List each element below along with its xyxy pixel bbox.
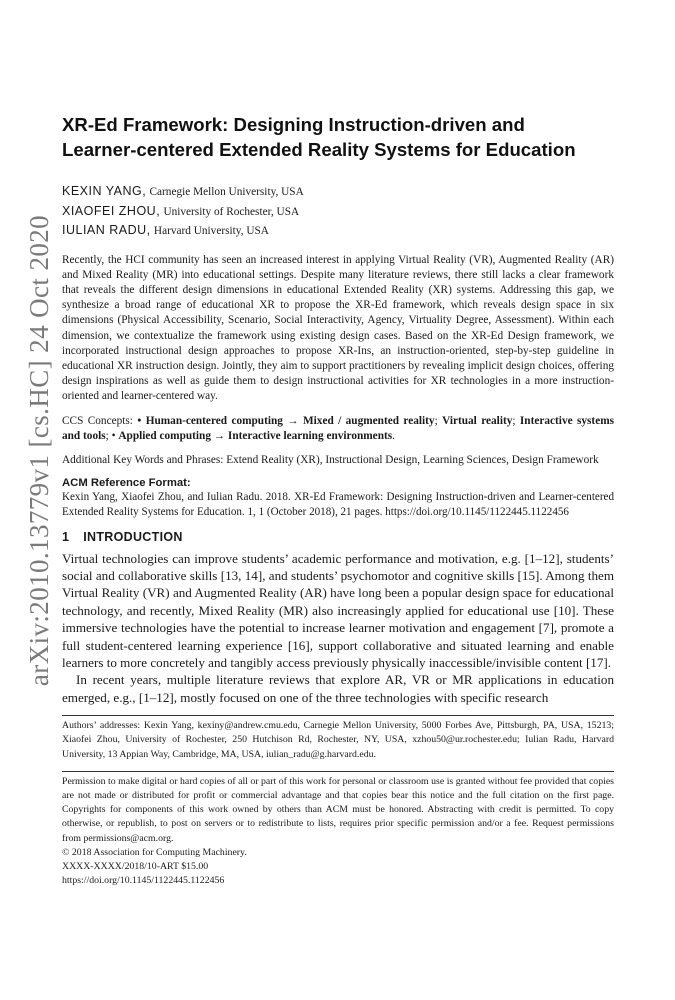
section-heading [62, 530, 614, 544]
section-number: 1 [62, 529, 70, 544]
authors-address-footnote: Authors’ addresses: Kexin Yang, kexiny@andrew.cmu.edu, Carnegie Mellon University, 5000 Forbes Ave, Pittsburgh, PA, USA, 15213; Xiaofei Zhou, University of Rochester, 250 Hutchison Rd, Rochester, NY, USA, xzhou50@ur.rochester.edu; Iulian Radu, Harvard University, 13 Appian Way, Cambridge, MA, USA, iulian_radu@g.harvard.edu. [62, 720, 614, 760]
copyright-line: © 2018 Association for Computing Machinery. [62, 846, 247, 858]
author-name: IULIAN RADU, [62, 223, 151, 237]
ccs-separator: ; [512, 414, 520, 427]
issn-line: XXXX-XXXX/2018/10-ART $15.00 [62, 861, 209, 873]
author-entry [62, 221, 614, 241]
paper-page [62, 112, 614, 888]
ccs-separator: ; • [105, 429, 119, 442]
acm-reference-heading: ACM Reference Format: [62, 477, 191, 490]
author-affiliation: University of Rochester, USA [163, 205, 300, 218]
acm-reference-body: Kexin Yang, Xiaofei Zhou, and Iulian Radu. 2018. XR-Ed Framework: Designing Instruction-driven and Learner-centered Extended Reality Systems for Education. 1, 1 (October 2018), 21 pages. https://doi.org/10.1145/1122445.1122456 [62, 491, 614, 519]
ccs-label: CCS Concepts: [62, 414, 138, 427]
ccs-concept: Interactive systems and tools [62, 414, 615, 442]
keywords: Additional Key Words and Phrases: Extend Reality (XR), Instructional Design, Learning Sciences, Design Framework [62, 453, 599, 466]
doi-link[interactable]: https://doi.org/10.1145/1122445.1122456 [62, 875, 225, 887]
ccs-end: . [392, 429, 395, 442]
ccs-concepts [62, 414, 614, 444]
author-name: KEXIN YANG, [62, 184, 147, 198]
paper-title [62, 112, 614, 162]
ccs-concept: Human-centered computing → Mixed / augmented reality [145, 414, 435, 427]
abstract: Recently, the HCI community has seen an increased interest in applying Virtual Reality (VR), Augmented Reality (AR) and Mixed Reality (MR) into educational settings. Despite many literature reviews, there still lacks a clear framework that reveals the different design dimensions in educational Extended Reality (XR) systems. Addressing this gap, we synthesize a broad range of educational XR to propose the XR-Ed framework, which reveals design space in six dimensions (Physical Accessibility, Scenario, Social Interactivity, Agency, Virtuality Degree, Assessment). Within each dimension, we contextualize the framework using existing design cases. Based on the XR-Ed Design framework, we incorporated instructional design approaches to propose XR-Ins, an instruction-oriented, step-by-step guideline in educational XR instruction design. Jointly, they aim to support practitioners by revealing implicit design choices, offering design inspirations as well as guide them to design instructional activities for XR technologies in a more instruction-oriented and learner-centered way. [62, 253, 614, 403]
ccs-concept: Virtual reality [442, 414, 513, 427]
permission-notice: Permission to make digital or hard copies of all or part of this work for personal or classroom use is granted without fee provided that copies are not made or distributed for profit or commercial advantage and that copies bear this notice and the full citation on the first page. Copyrights for components of this work owned by others than ACM must be honored. Abstracting with credit is permitted. To copy otherwise, or republish, to post on servers or to redistribute to lists, requires prior specific permission and/or a fee. Request permissions from permissions@acm.org. [62, 775, 614, 844]
ccs-separator: ; [434, 414, 443, 427]
author-entry [62, 202, 614, 222]
title-line-2: Learner-centered Extended Reality Systems for Education [62, 139, 576, 160]
author-entry [62, 182, 614, 202]
footnote-rule [62, 715, 614, 716]
permission-rule [62, 771, 614, 772]
arxiv-stamp-text: arXiv:2010.13779v1 [cs.HC] 24 Oct 2020 [24, 214, 55, 686]
ccs-bullet: • [137, 414, 146, 427]
author-list [62, 182, 614, 241]
intro-paragraph-2: In recent years, multiple literature reviews that explore AR, VR or MR applications in education emerged, e.g., [1–12], mostly focused on one of the three technologies with specific research [62, 672, 614, 705]
permission-block [62, 775, 614, 889]
title-line-1: XR-Ed Framework: Designing Instruction-driven and [62, 114, 525, 135]
ccs-concept: Applied computing → Interactive learning environments [118, 429, 393, 442]
section-title: INTRODUCTION [83, 529, 183, 544]
author-name: XIAOFEI ZHOU, [62, 203, 161, 218]
intro-paragraph-1: Virtual technologies can improve students’ academic performance and motivation, e.g. [1–12], students’ social and collaborative skills [13, 14], and students’ psychomotor and cognitive skills [15]. Among them Virtual Reality (VR) and Augmented Reality (AR) have long been a popular design space for educational technology, and recently, Mixed Reality (MR) also increasingly applied for educational use [10]. These immersive technologies have the potential to increase learner motivation and engagement [7], promote a full student-centered learning experience [16], support collaborative and situated learning and enable learners to more concretely and tangibly access previously physically inaccessible/invisible content [17]. [62, 550, 614, 670]
arxiv-stamp [20, 190, 60, 710]
author-affiliation: Harvard University, USA [153, 225, 269, 237]
author-affiliation: Carnegie Mellon University, USA [149, 186, 304, 198]
